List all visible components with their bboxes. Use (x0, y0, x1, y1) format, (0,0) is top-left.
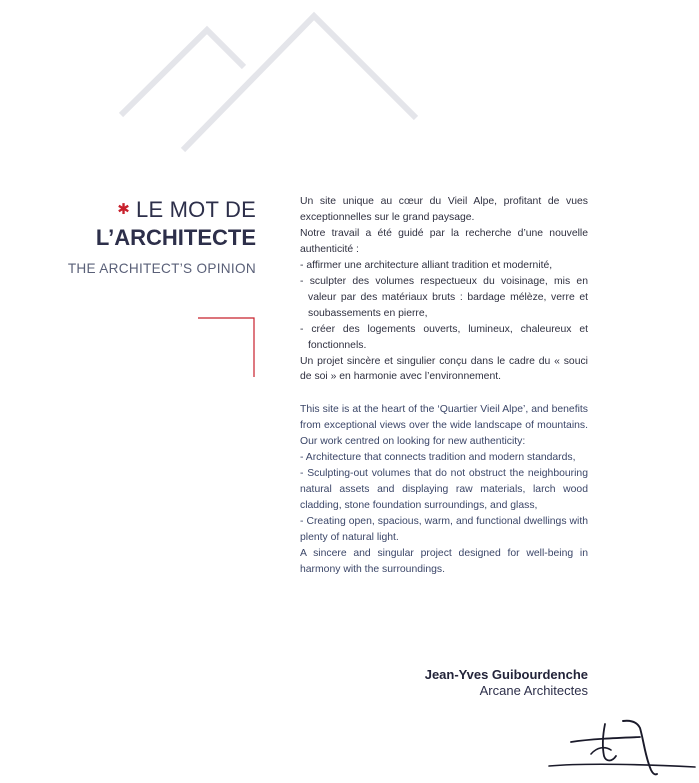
title-block (68, 197, 256, 278)
title-line-1: ✱ LE MOT DE (117, 197, 256, 222)
french-paragraph: Notre travail a été guidé par la recherche d’une nouvelle authenticité : (300, 227, 588, 255)
asterisk-icon: ✱ (117, 201, 131, 218)
english-bullet: - Creating open, spacious, warm, and functional dwellings with plenty of natural light. (300, 515, 588, 543)
french-bullet: - sculpter des volumes respectueux du voisinage, mis en valeur par des matériaux bruts : bardage mélèze, verre et soubassements en pierre, (300, 275, 588, 319)
red-corner-decoration (196, 317, 255, 377)
signature-block (425, 667, 588, 699)
english-closing: A sincere and singular project designed for well-being in harmony with the surroundings. (300, 547, 588, 575)
english-intro: This site is at the heart of the ‘Quartier Vieil Alpe’, and benefits from exceptional views over the wide landscape of mountains. Our work centred on looking for new authenticity: (300, 404, 588, 447)
french-closing: Un projet sincère et singulier conçu dans le cadre du « souci de soi » en harmonie avec l’environnement. (300, 355, 588, 383)
title-line-2: L’ARCHITECTE (95, 225, 256, 250)
english-text (300, 402, 588, 577)
french-text (300, 194, 588, 385)
english-bullet: - Sculpting-out volumes that do not obstruct the neighbouring natural assets and displaying raw materials, larch wood cladding, stone foundation surroundings, and glass, (300, 467, 588, 511)
handwritten-signature (545, 712, 699, 780)
firm-name: Arcane Architectes (479, 683, 588, 698)
french-bullet: - affirmer une architecture alliant tradition et modernité, (300, 259, 553, 271)
french-bullet: - créer des logements ouverts, lumineux, chaleureux et fonctionnels. (300, 323, 588, 351)
architect-name: Jean-Yves Guibourdenche (424, 667, 588, 682)
french-intro: Un site unique au cœur du Vieil Alpe, profitant de vues exceptionnelles sur le grand paysage. (300, 196, 588, 223)
english-bullet: - Architecture that connects tradition and modern standards, (300, 451, 576, 463)
mountain-logo (0, 0, 699, 160)
subtitle: THE ARCHITECT’S OPINION (67, 261, 256, 276)
